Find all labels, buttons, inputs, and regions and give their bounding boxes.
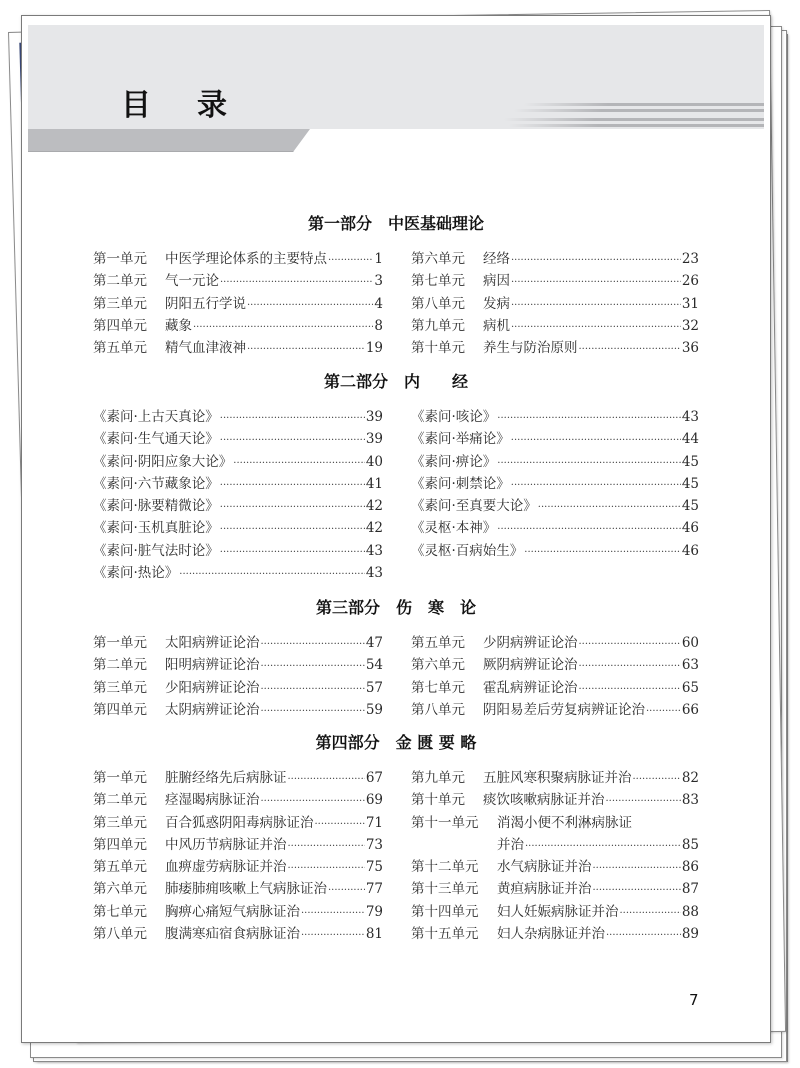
toc-entry[interactable] (411, 812, 699, 834)
dot-leader (301, 925, 365, 947)
toc-page-number: 89 (681, 926, 699, 943)
dot-leader (497, 519, 681, 541)
toc-entry-title: 《素问·脉要精微论》 (93, 498, 219, 515)
dot-leader (633, 769, 681, 791)
toc-entry-title: 阴阳五行学说 (165, 295, 246, 312)
toc-page (21, 15, 771, 1043)
dot-leader (606, 925, 681, 947)
toc-page-number: 79 (365, 903, 383, 920)
toc-page-number: 63 (681, 657, 699, 674)
toc-entry[interactable] (93, 878, 383, 900)
toc-entry-title: 发病 (483, 295, 510, 312)
toc-entry-title: 《素问·热论》 (93, 565, 179, 582)
toc-column-right (411, 248, 699, 359)
dot-leader (579, 656, 681, 678)
toc-page-number: 82 (681, 770, 699, 786)
toc-entry[interactable] (411, 632, 699, 654)
toc-entry-title: 少阳病辨证论治 (165, 679, 260, 696)
toc-unit-label: 第十二单元 (411, 859, 479, 876)
toc-unit-label: 第十三单元 (411, 881, 479, 898)
toc-page-number: 31 (681, 295, 699, 312)
toc-unit-label: 第九单元 (411, 770, 465, 786)
toc-entry-title: 《灵枢·本神》 (411, 520, 497, 537)
toc-unit-label: 第八单元 (93, 926, 147, 943)
toc-unit-label: 第四单元 (93, 836, 147, 853)
dot-leader (511, 430, 681, 452)
toc-entry-title: 中风历节病脉证并治 (165, 836, 287, 853)
toc-entry[interactable] (93, 270, 383, 292)
toc-page-number: 1 (374, 251, 383, 267)
toc-entry[interactable] (93, 473, 383, 495)
toc-entry[interactable] (93, 654, 383, 676)
toc-page-number: 88 (681, 903, 699, 920)
dot-leader (511, 295, 681, 317)
toc-entry-title: 精气血津液神 (165, 340, 246, 357)
toc-entry-title: 血痹虚劳病脉证并治 (165, 859, 287, 876)
toc-entry-title: 胸痹心痛短气病脉证治 (165, 903, 300, 920)
dot-leader (220, 475, 365, 497)
dot-leader (220, 408, 365, 430)
toc-entry-title: 《素问·六节藏象论》 (93, 475, 219, 492)
toc-column-left (93, 632, 383, 721)
dot-leader (511, 475, 681, 497)
toc-page-number: 46 (681, 542, 699, 559)
toc-entry[interactable] (411, 517, 699, 539)
toc-entry-title: 《素问·举痛论》 (411, 431, 510, 448)
toc-unit-label: 第五单元 (93, 859, 147, 876)
toc-entry-title: 《灵枢·百病始生》 (411, 542, 524, 559)
dot-leader (579, 339, 681, 361)
dot-leader (261, 656, 365, 678)
toc-entry[interactable] (411, 473, 699, 495)
toc-unit-label: 第十单元 (411, 340, 465, 357)
toc-entry-title: 经络 (483, 251, 510, 267)
toc-entry[interactable] (93, 540, 383, 562)
dot-leader (220, 542, 365, 564)
toc-entry-title: 少阴病辨证论治 (483, 635, 578, 651)
toc-entry[interactable] (411, 767, 699, 789)
toc-entry-title: 脏腑经络先后病脉证 (165, 770, 287, 786)
toc-column-left (93, 406, 383, 584)
toc-page-number: 3 (374, 273, 383, 290)
toc-page-number: 69 (365, 792, 383, 809)
toc-unit-label: 第二单元 (93, 657, 147, 674)
toc-page-number: 4 (374, 295, 383, 312)
toc-page-number: 85 (681, 836, 699, 853)
toc-page-number: 43 (681, 409, 699, 425)
toc-unit-label: 第八单元 (411, 295, 465, 312)
toc-unit-label: 第九单元 (411, 317, 465, 334)
toc-entry-title: 痰饮咳嗽病脉证并治 (483, 792, 605, 809)
toc-page-number: 40 (365, 453, 383, 470)
toc-column-right (411, 632, 699, 721)
toc-unit-label: 第七单元 (411, 273, 465, 290)
toc-entry-title: 阴阳易差后劳复病辨证论治 (483, 701, 645, 718)
toc-entry-title: 《素问·阴阳应象大论》 (93, 453, 233, 470)
toc-entry-title: 厥阴病辨证论治 (483, 657, 578, 674)
dot-leader (261, 679, 365, 701)
toc-entry-title: 《素问·生气通天论》 (93, 431, 219, 448)
toc-page-number: 83 (681, 792, 699, 809)
toc-entry-title: 阳明病辨证论治 (165, 657, 260, 674)
toc-unit-label: 第四单元 (93, 317, 147, 334)
toc-entry-title: 《素问·至真要大论》 (411, 498, 537, 515)
toc-entry[interactable] (93, 406, 383, 428)
dot-leader (538, 497, 681, 519)
toc-entry[interactable] (411, 270, 699, 292)
dot-leader (179, 564, 365, 586)
toc-entry[interactable] (93, 248, 383, 270)
toc-entry[interactable] (93, 789, 383, 811)
dot-leader (593, 858, 681, 880)
toc-entry-title: 《素问·痹论》 (411, 453, 497, 470)
dot-leader (497, 453, 681, 475)
toc-unit-label: 第二单元 (93, 792, 147, 809)
toc-entry-continuation[interactable] (411, 834, 699, 856)
toc-unit-label: 第一单元 (93, 770, 147, 786)
toc-page-number: 8 (374, 317, 383, 334)
toc-unit-label: 第一单元 (93, 635, 147, 651)
toc-unit-label: 第五单元 (411, 635, 465, 651)
toc-entry[interactable] (411, 406, 699, 428)
dot-leader (524, 542, 681, 564)
dot-leader (646, 701, 681, 723)
toc-entry-title-continued: 并治 (497, 836, 524, 853)
toc-entry-title: 《素问·咳论》 (411, 409, 497, 425)
toc-page-number: 19 (365, 340, 383, 357)
section-title: 第二部分 内 经 (323, 372, 468, 391)
toc-page-number: 44 (681, 431, 699, 448)
toc-page-number: 39 (365, 431, 383, 448)
toc-page-number: 66 (681, 701, 699, 718)
toc-entry[interactable] (411, 654, 699, 676)
toc-page-number: 81 (365, 926, 383, 943)
toc-unit-label: 第一单元 (93, 251, 147, 267)
section-part-2 (22, 371, 770, 582)
toc-entry-title: 霍乱病辨证论治 (483, 679, 578, 696)
toc-entry-title: 妇人杂病脉证并治 (497, 926, 605, 943)
dot-leader (606, 791, 681, 813)
toc-page-number: 65 (681, 679, 699, 696)
section-title: 第三部分 伤 寒 论 (315, 598, 476, 617)
toc-page-number: 43 (365, 565, 383, 582)
toc-entry[interactable] (93, 337, 383, 359)
dot-leader (579, 679, 681, 701)
dot-leader (620, 903, 681, 925)
toc-entry[interactable] (411, 495, 699, 517)
toc-unit-label: 第十五单元 (411, 926, 479, 943)
toc-unit-label: 第六单元 (411, 251, 465, 267)
toc-entry-title: 《素问·脏气法时论》 (93, 542, 219, 559)
dot-leader (315, 814, 365, 836)
toc-page-number: 39 (365, 409, 383, 425)
dot-leader (193, 317, 373, 339)
toc-page-number: 32 (681, 317, 699, 334)
toc-entry[interactable] (93, 699, 383, 721)
dot-leader (261, 791, 365, 813)
toc-entry-title: 黄疸病脉证并治 (497, 881, 592, 898)
toc-page-number: 71 (365, 814, 383, 831)
dot-leader (511, 272, 681, 294)
toc-page-number: 45 (681, 475, 699, 492)
toc-unit-label: 第十四单元 (411, 903, 479, 920)
dot-leader (261, 701, 365, 723)
toc-unit-label: 第二单元 (93, 273, 147, 290)
section-part-4 (22, 732, 770, 943)
section-part-3 (22, 597, 770, 718)
toc-page-number: 43 (365, 542, 383, 559)
toc-page-number: 41 (365, 475, 383, 492)
toc-entry-title: 气一元论 (165, 273, 219, 290)
dot-leader (247, 339, 365, 361)
header-decorative-lines (504, 103, 764, 129)
toc-page-number: 36 (681, 340, 699, 357)
toc-entry[interactable] (411, 677, 699, 699)
toc-entry[interactable] (411, 248, 699, 270)
toc-unit-label: 第四单元 (93, 701, 147, 718)
toc-entry[interactable] (411, 789, 699, 811)
toc-unit-label: 第十一单元 (411, 814, 479, 831)
toc-entry[interactable] (411, 878, 699, 900)
toc-entry-title: 水气病脉证并治 (497, 859, 592, 876)
toc-entry-title: 中医学理论体系的主要特点 (165, 251, 327, 267)
toc-entry[interactable] (93, 451, 383, 473)
page-number: 7 (689, 991, 699, 1009)
toc-entry[interactable] (93, 677, 383, 699)
toc-unit-label: 第十单元 (411, 792, 465, 809)
toc-page-number: 42 (365, 498, 383, 515)
toc-page-number: 60 (681, 635, 699, 651)
toc-entry-title: 《素问·刺禁论》 (411, 475, 510, 492)
toc-entry[interactable] (93, 632, 383, 654)
toc-entry-title: 消渴小便不利淋病脉证 (497, 814, 632, 831)
toc-unit-label: 第五单元 (93, 340, 147, 357)
toc-entry-title: 百合狐惑阴阳毒病脉证治 (165, 814, 314, 831)
toc-entry-title: 肺痿肺痈咳嗽上气病脉证治 (165, 881, 327, 898)
toc-entry-title: 太阴病辨证论治 (165, 701, 260, 718)
dot-leader (525, 836, 681, 858)
toc-unit-label: 第六单元 (411, 657, 465, 674)
toc-page-number: 23 (681, 251, 699, 267)
dot-leader (511, 250, 681, 272)
dot-leader (579, 634, 681, 656)
toc-unit-label: 第三单元 (93, 679, 147, 696)
toc-page-number: 45 (681, 453, 699, 470)
section-part-1 (22, 213, 770, 357)
toc-entry[interactable] (93, 834, 383, 856)
toc-page-number: 59 (365, 701, 383, 718)
toc-column-left (93, 767, 383, 945)
toc-column-right (411, 767, 699, 945)
header-strip (28, 129, 310, 152)
toc-entry[interactable] (93, 812, 383, 834)
toc-page-number: 67 (365, 770, 383, 786)
toc-entry[interactable] (93, 901, 383, 923)
dot-leader (301, 903, 365, 925)
dot-leader (288, 858, 365, 880)
toc-entry[interactable] (93, 293, 383, 315)
dot-leader (220, 519, 365, 541)
toc-page-number: 75 (365, 859, 383, 876)
toc-page-number: 87 (681, 881, 699, 898)
dot-leader (261, 634, 365, 656)
toc-entry[interactable] (93, 923, 383, 945)
toc-page-number: 47 (365, 635, 383, 651)
toc-entry[interactable] (93, 517, 383, 539)
dot-leader (247, 295, 373, 317)
dot-leader (497, 408, 681, 430)
section-title: 第一部分 中医基础理论 (307, 214, 484, 233)
toc-entry[interactable] (411, 293, 699, 315)
toc-page-number: 46 (681, 520, 699, 537)
toc-entry[interactable] (411, 451, 699, 473)
dot-leader (288, 769, 365, 791)
toc-entry-title: 病机 (483, 317, 510, 334)
dot-leader (511, 317, 681, 339)
dot-leader (328, 250, 373, 272)
toc-entry[interactable] (93, 495, 383, 517)
toc-page-number: 77 (365, 881, 383, 898)
toc-entry[interactable] (411, 901, 699, 923)
toc-entry-title: 五脏风寒积聚病脉证并治 (483, 770, 632, 786)
toc-column-left (93, 248, 383, 359)
toc-page-number: 42 (365, 520, 383, 537)
dot-leader (328, 880, 365, 902)
toc-unit-label: 第三单元 (93, 814, 147, 831)
toc-unit-label: 第七单元 (93, 903, 147, 920)
toc-entry[interactable] (93, 428, 383, 450)
toc-entry[interactable] (411, 699, 699, 721)
toc-unit-label: 第八单元 (411, 701, 465, 718)
toc-entry-title: 太阳病辨证论治 (165, 635, 260, 651)
toc-entry[interactable] (411, 540, 699, 562)
toc-entry[interactable] (411, 337, 699, 359)
toc-page-number: 54 (365, 657, 383, 674)
toc-page-number: 45 (681, 498, 699, 515)
section-title: 第四部分 金 匮 要 略 (315, 733, 477, 752)
toc-entry-title: 腹满寒疝宿食病脉证治 (165, 926, 300, 943)
dot-leader (220, 497, 365, 519)
toc-entry-title: 妇人妊娠病脉证并治 (497, 903, 619, 920)
toc-entry[interactable] (411, 923, 699, 945)
toc-entry-title: 《素问·上古天真论》 (93, 409, 219, 425)
dot-leader (593, 880, 681, 902)
toc-entry[interactable] (411, 856, 699, 878)
toc-entry[interactable] (411, 315, 699, 337)
toc-entry-title: 养生与防治原则 (483, 340, 578, 357)
toc-page-number: 86 (681, 859, 699, 876)
dot-leader (220, 272, 373, 294)
dot-leader (220, 430, 365, 452)
toc-page-number: 57 (365, 679, 383, 696)
dot-leader (288, 836, 365, 858)
toc-column-right (411, 406, 699, 562)
toc-entry-title: 痉湿暍病脉证治 (165, 792, 260, 809)
dot-leader (233, 453, 365, 475)
toc-page-number: 73 (365, 836, 383, 853)
toc-entry[interactable] (93, 856, 383, 878)
toc-unit-label: 第三单元 (93, 295, 147, 312)
toc-unit-label: 第六单元 (93, 881, 147, 898)
toc-unit-label: 第七单元 (411, 679, 465, 696)
toc-entry-title: 藏象 (165, 317, 192, 334)
toc-entry[interactable] (93, 767, 383, 789)
toc-entry-title: 病因 (483, 273, 510, 290)
toc-page-number: 26 (681, 273, 699, 290)
page-title: 目录 (121, 88, 273, 123)
toc-entry[interactable] (93, 315, 383, 337)
toc-entry[interactable] (93, 562, 383, 584)
toc-entry-title: 《素问·玉机真脏论》 (93, 520, 219, 537)
toc-entry[interactable] (411, 428, 699, 450)
